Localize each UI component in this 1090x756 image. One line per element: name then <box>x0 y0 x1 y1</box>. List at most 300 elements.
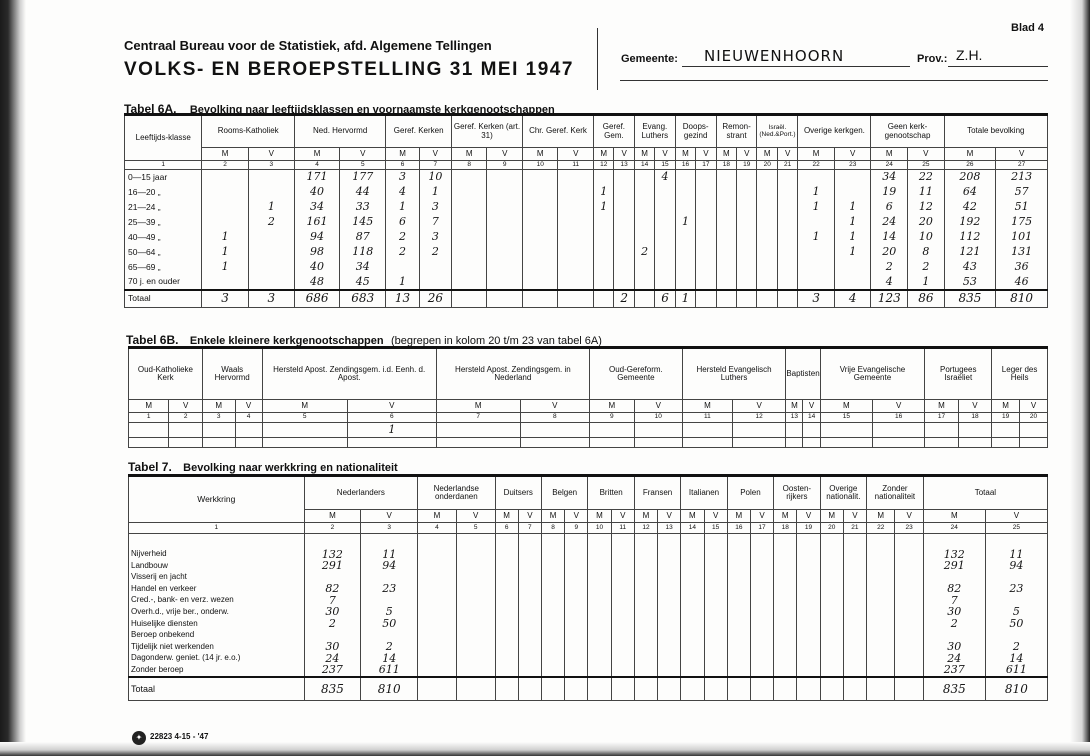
data-cell <box>202 275 248 290</box>
data-cell <box>798 260 835 275</box>
werkkring-label: Dagonderw. geniet. (14 jr. e.o.) <box>129 653 305 665</box>
data-cell <box>797 595 820 607</box>
col-number: 7 <box>419 161 451 170</box>
data-cell: 2 <box>386 230 419 245</box>
totaal-cell: 86 <box>908 290 945 308</box>
data-cell <box>522 260 558 275</box>
data-cell <box>614 215 634 230</box>
th-v: V <box>655 148 675 161</box>
col-number: 9 <box>589 413 634 423</box>
data-cell <box>593 260 613 275</box>
data-cell: 11 <box>908 185 945 200</box>
data-cell <box>541 664 564 677</box>
data-cell <box>589 438 634 448</box>
th-v: V <box>419 148 451 161</box>
th-7-group: Polen <box>727 476 773 510</box>
table-row <box>125 170 1048 185</box>
data-cell <box>495 618 518 630</box>
data-cell <box>634 618 657 630</box>
tabel6b-table <box>128 346 1048 448</box>
th-m: M <box>522 148 558 161</box>
data-cell <box>634 423 682 438</box>
ned-v: 5 <box>361 606 418 618</box>
th-7-group: Overige nationalit. <box>820 476 866 510</box>
data-cell <box>727 595 750 607</box>
th-7-group: Belgen <box>541 476 587 510</box>
totaal-m: 2 <box>923 618 985 630</box>
data-cell: 1 <box>834 215 871 230</box>
data-cell <box>696 260 716 275</box>
data-cell <box>634 641 657 653</box>
data-cell <box>565 664 588 677</box>
data-cell <box>682 423 732 438</box>
data-cell: 1 <box>386 275 419 290</box>
th-m: M <box>634 510 657 523</box>
data-cell <box>843 618 866 630</box>
data-cell <box>834 275 871 290</box>
totaal-v: 11 <box>985 549 1047 561</box>
data-cell <box>681 618 704 630</box>
th-m: M <box>675 148 695 161</box>
col-number: 2 <box>202 161 248 170</box>
data-cell <box>777 215 797 230</box>
data-cell <box>588 583 611 595</box>
data-cell <box>774 653 797 665</box>
th-v: V <box>565 510 588 523</box>
table-row <box>129 606 1048 618</box>
data-cell <box>867 549 895 561</box>
th-6b-group: Oud-Katholieke Kerk <box>129 348 203 400</box>
data-cell <box>750 618 773 630</box>
col-number: 22 <box>867 523 895 534</box>
data-cell: 1 <box>347 423 436 438</box>
data-cell <box>614 275 634 290</box>
totaal-v: 94 <box>985 560 1047 572</box>
th-leeftijdsklasse: Leeftijds-klasse <box>125 115 202 161</box>
data-cell <box>456 641 495 653</box>
th-m: M <box>786 400 803 413</box>
th-m: M <box>681 510 704 523</box>
totaal-cell <box>737 290 757 308</box>
data-cell <box>634 572 657 584</box>
th-v: V <box>797 510 820 523</box>
werkkring-label: Cred.-, bank- en verz. wezen <box>129 595 305 607</box>
totaal-label: Totaal <box>125 290 202 308</box>
data-cell <box>451 245 487 260</box>
data-cell <box>774 583 797 595</box>
data-cell <box>558 200 594 215</box>
werkkring-label: Landbouw <box>129 560 305 572</box>
th-v: V <box>487 148 523 161</box>
data-cell <box>895 641 923 653</box>
data-cell <box>737 230 757 245</box>
col-number: 19 <box>797 523 820 534</box>
col-number: 14 <box>681 523 704 534</box>
data-cell <box>716 275 736 290</box>
data-cell <box>737 215 757 230</box>
data-cell <box>727 606 750 618</box>
data-cell <box>541 677 564 701</box>
data-cell <box>588 677 611 701</box>
data-cell <box>611 549 634 561</box>
data-cell <box>750 595 773 607</box>
totaal-m: 7 <box>923 595 985 607</box>
data-cell <box>1020 423 1048 438</box>
data-cell <box>658 641 681 653</box>
col-number: 10 <box>522 161 558 170</box>
data-cell: 1 <box>202 245 248 260</box>
data-cell: 94 <box>294 230 339 245</box>
data-cell <box>750 583 773 595</box>
data-cell: 177 <box>340 170 386 185</box>
data-cell <box>593 275 613 290</box>
col-number: 4 <box>418 523 457 534</box>
data-cell <box>774 618 797 630</box>
col-number: 22 <box>798 161 835 170</box>
data-cell <box>757 245 777 260</box>
th-m: M <box>944 148 996 161</box>
col-number: 13 <box>614 161 634 170</box>
data-cell <box>727 583 750 595</box>
ned-m: 237 <box>304 664 361 677</box>
data-cell <box>895 583 923 595</box>
data-cell <box>451 170 487 185</box>
ned-v: 11 <box>361 549 418 561</box>
totaal-m: 30 <box>923 606 985 618</box>
data-cell <box>565 630 588 642</box>
data-cell <box>797 653 820 665</box>
th-m: M <box>304 510 361 523</box>
data-cell: 64 <box>944 185 996 200</box>
col-number: 13 <box>658 523 681 534</box>
col-number: 3 <box>361 523 418 534</box>
data-cell <box>588 560 611 572</box>
data-cell <box>867 572 895 584</box>
data-cell: 1 <box>834 230 871 245</box>
data-cell <box>451 185 487 200</box>
data-cell <box>797 560 820 572</box>
data-cell <box>727 618 750 630</box>
data-cell <box>757 275 777 290</box>
data-cell <box>456 618 495 630</box>
data-cell <box>843 664 866 677</box>
data-cell <box>558 185 594 200</box>
data-cell <box>588 618 611 630</box>
data-cell <box>611 606 634 618</box>
th-m: M <box>682 400 732 413</box>
data-cell <box>895 630 923 642</box>
data-cell <box>487 185 523 200</box>
form-code: 22823 4-15 - '47 <box>150 732 209 741</box>
data-cell <box>518 677 541 701</box>
data-cell: 20 <box>871 245 908 260</box>
data-cell <box>518 534 541 549</box>
data-cell <box>704 583 727 595</box>
data-cell: 1 <box>834 200 871 215</box>
data-cell <box>634 534 657 549</box>
prov-underline <box>948 66 1048 67</box>
col-number: 25 <box>985 523 1047 534</box>
col-number: 18 <box>774 523 797 534</box>
data-cell <box>451 275 487 290</box>
data-cell: 145 <box>340 215 386 230</box>
data-cell <box>495 572 518 584</box>
data-cell <box>750 572 773 584</box>
data-cell <box>495 549 518 561</box>
data-cell: 101 <box>996 230 1048 245</box>
col-number: 19 <box>992 413 1020 423</box>
th-v: V <box>696 148 716 161</box>
data-cell <box>820 653 843 665</box>
data-cell <box>797 583 820 595</box>
col-number: 19 <box>737 161 757 170</box>
data-cell <box>867 653 895 665</box>
data-cell <box>867 630 895 642</box>
data-cell <box>655 200 675 215</box>
data-cell <box>757 260 777 275</box>
data-cell <box>733 423 786 438</box>
data-cell <box>696 215 716 230</box>
th-m: M <box>202 400 235 413</box>
th-m: M <box>589 400 634 413</box>
data-cell <box>737 275 757 290</box>
th-m: M <box>925 400 958 413</box>
header-rule <box>620 80 1048 81</box>
data-cell <box>655 230 675 245</box>
row-label: 70 j. en ouder <box>125 275 202 290</box>
totaal-cell: 2 <box>614 290 634 308</box>
werkkring-label: Tijdelijk niet werkenden <box>129 641 305 653</box>
data-cell: 53 <box>944 275 996 290</box>
data-cell <box>681 641 704 653</box>
data-cell <box>843 560 866 572</box>
th-m: M <box>871 148 908 161</box>
table-row <box>129 583 1048 595</box>
th-v: V <box>456 510 495 523</box>
data-cell <box>658 572 681 584</box>
th-m: M <box>588 510 611 523</box>
th-m: M <box>992 400 1020 413</box>
data-cell <box>248 170 294 185</box>
data-cell <box>843 677 866 701</box>
data-cell <box>843 641 866 653</box>
data-cell <box>456 664 495 677</box>
data-cell <box>418 560 457 572</box>
data-cell <box>565 534 588 549</box>
data-cell <box>843 606 866 618</box>
data-cell <box>541 549 564 561</box>
data-cell <box>634 200 654 215</box>
col-number: 3 <box>248 161 294 170</box>
data-cell <box>593 245 613 260</box>
data-cell <box>737 200 757 215</box>
data-cell <box>777 245 797 260</box>
data-cell <box>843 534 866 549</box>
th-v: V <box>872 400 924 413</box>
data-cell <box>487 170 523 185</box>
scan-edge-bottom <box>0 742 1090 756</box>
th-m: M <box>593 148 613 161</box>
data-cell <box>675 185 695 200</box>
table-row <box>125 275 1048 290</box>
th-m: M <box>798 148 835 161</box>
data-cell <box>418 583 457 595</box>
data-cell <box>797 549 820 561</box>
data-cell <box>386 260 419 275</box>
gemeente-underline <box>682 66 910 67</box>
data-cell <box>634 583 657 595</box>
data-cell <box>704 560 727 572</box>
data-cell <box>834 170 871 185</box>
th-v: V <box>169 400 202 413</box>
data-cell: 1 <box>248 200 294 215</box>
col-number: 12 <box>593 161 613 170</box>
data-cell <box>418 618 457 630</box>
data-cell <box>704 595 727 607</box>
data-cell <box>681 630 704 642</box>
data-cell <box>895 677 923 701</box>
data-cell: 87 <box>340 230 386 245</box>
data-cell <box>797 534 820 549</box>
data-cell <box>925 423 958 438</box>
data-cell <box>704 630 727 642</box>
data-cell <box>820 549 843 561</box>
data-cell <box>522 245 558 260</box>
totaal-cell: 4 <box>834 290 871 308</box>
data-cell <box>867 641 895 653</box>
data-cell <box>655 215 675 230</box>
totaal-cell: 3 <box>798 290 835 308</box>
totaal-v: 5 <box>985 606 1047 618</box>
data-cell <box>634 549 657 561</box>
data-cell <box>716 260 736 275</box>
data-cell <box>843 572 866 584</box>
ned-v: 94 <box>361 560 418 572</box>
data-cell <box>757 200 777 215</box>
data-cell <box>958 423 991 438</box>
th-v: V <box>737 148 757 161</box>
tabel7-table <box>128 474 1048 701</box>
data-cell <box>614 185 634 200</box>
data-cell: 3 <box>386 170 419 185</box>
data-cell <box>820 664 843 677</box>
ned-m: 291 <box>304 560 361 572</box>
data-cell <box>611 653 634 665</box>
th-v: V <box>235 400 262 413</box>
totaal-cell: 3 <box>202 290 248 308</box>
ned-m: 7 <box>304 595 361 607</box>
col-number: 16 <box>872 413 924 423</box>
data-cell <box>202 215 248 230</box>
data-cell <box>565 595 588 607</box>
table-row <box>129 595 1048 607</box>
data-cell <box>797 630 820 642</box>
data-cell <box>418 549 457 561</box>
data-cell <box>843 630 866 642</box>
data-cell: 4 <box>871 275 908 290</box>
th-v: V <box>518 510 541 523</box>
data-cell <box>704 534 727 549</box>
data-cell <box>456 630 495 642</box>
data-cell <box>872 438 924 448</box>
ned-m: 30 <box>304 641 361 653</box>
data-cell <box>518 560 541 572</box>
th-m: M <box>727 510 750 523</box>
totaal-m: 24 <box>923 653 985 665</box>
totaal-m: 291 <box>923 560 985 572</box>
th-7-group: Italianen <box>681 476 727 510</box>
th-v: V <box>985 510 1047 523</box>
totaal-m: 82 <box>923 583 985 595</box>
th-v: V <box>558 148 594 161</box>
th-m: M <box>774 510 797 523</box>
data-cell <box>696 245 716 260</box>
th-7-group: Nederlanders <box>304 476 418 510</box>
th-6b-group: Hersteld Evangelisch Luthers <box>682 348 785 400</box>
data-cell <box>565 583 588 595</box>
th-m: M <box>202 148 248 161</box>
data-cell <box>634 275 654 290</box>
scan-edge-left <box>0 0 26 756</box>
data-cell <box>611 618 634 630</box>
col-number: 5 <box>456 523 495 534</box>
th-m: M <box>820 400 872 413</box>
tabel6a-label: Tabel 6A. <box>124 102 177 116</box>
data-cell <box>750 549 773 561</box>
data-cell: 22 <box>908 170 945 185</box>
data-cell <box>727 630 750 642</box>
data-cell <box>737 260 757 275</box>
data-cell <box>843 583 866 595</box>
data-cell <box>704 641 727 653</box>
data-cell: 43 <box>944 260 996 275</box>
table-row <box>129 653 1048 665</box>
data-cell <box>611 534 634 549</box>
totaal-cell: 686 <box>294 290 339 308</box>
data-cell <box>696 275 716 290</box>
data-cell <box>867 534 895 549</box>
data-cell <box>895 618 923 630</box>
table-row <box>129 664 1048 677</box>
data-cell <box>518 618 541 630</box>
data-cell <box>704 677 727 701</box>
totaal-cell: 6 <box>655 290 675 308</box>
data-cell <box>681 606 704 618</box>
data-cell <box>797 572 820 584</box>
data-cell <box>565 560 588 572</box>
data-cell <box>558 215 594 230</box>
data-cell <box>456 534 495 549</box>
totaal-ned-v: 810 <box>361 677 418 701</box>
data-cell <box>820 677 843 701</box>
data-cell <box>541 595 564 607</box>
totaal-totaal-v: 810 <box>985 677 1047 701</box>
data-cell <box>487 230 523 245</box>
data-cell <box>611 572 634 584</box>
data-cell <box>541 560 564 572</box>
totaal-m: 30 <box>923 641 985 653</box>
totaal-cell <box>522 290 558 308</box>
data-cell <box>733 438 786 448</box>
data-cell <box>655 275 675 290</box>
data-cell <box>834 260 871 275</box>
data-cell <box>797 677 820 701</box>
data-cell <box>658 583 681 595</box>
data-cell <box>487 275 523 290</box>
data-cell <box>495 583 518 595</box>
data-cell <box>757 170 777 185</box>
data-cell: 1 <box>908 275 945 290</box>
